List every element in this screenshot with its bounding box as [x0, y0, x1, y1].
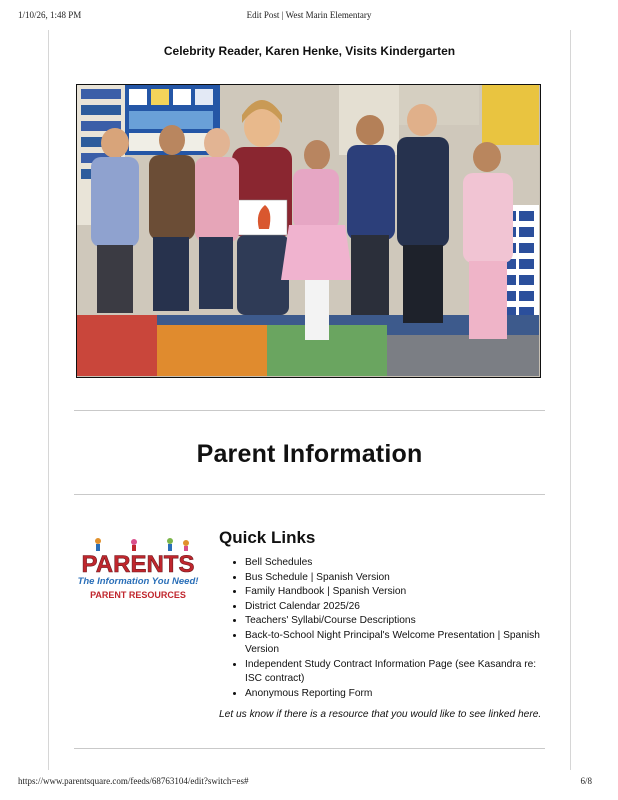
list-item[interactable] [245, 556, 554, 571]
section-divider-middle [74, 494, 545, 495]
quick-links-section [219, 528, 554, 720]
link-anonymous-reporting[interactable]: Anonymous Reporting Form [245, 687, 373, 699]
list-item[interactable] [245, 571, 554, 586]
parents-logo-graphic [74, 534, 202, 604]
classroom-photo-illustration [77, 85, 539, 376]
list-item[interactable] [245, 687, 554, 702]
section-divider-bottom [74, 748, 545, 749]
link-teacher-syllabi[interactable]: Teachers' Syllabi/Course Descriptions [245, 615, 416, 626]
list-item[interactable] [245, 600, 554, 615]
list-item[interactable] [245, 614, 554, 629]
print-header [0, 10, 618, 24]
list-item[interactable] [245, 585, 554, 600]
list-item[interactable] [245, 658, 554, 687]
print-footer [0, 776, 618, 790]
print-page-number: 6/8 [580, 776, 592, 786]
print-page-title: Edit Post | West Marin Elementary [246, 10, 372, 20]
post-photo[interactable] [76, 84, 541, 378]
list-item[interactable] [245, 629, 554, 658]
post-title: Celebrity Reader, Karen Henke, Visits Kindergarten [163, 44, 456, 58]
parent-resources-logo [74, 534, 202, 604]
parent-information-heading: Parent Information [196, 440, 423, 468]
section-divider-top [74, 410, 545, 411]
logo-subtitle: PARENT RESOURCES [90, 590, 186, 600]
link-district-calendar[interactable]: District Calendar 2025/26 [245, 600, 360, 612]
content-border-right [570, 30, 571, 770]
link-family-handbook[interactable]: Family Handbook | Spanish Version [245, 586, 407, 597]
link-independent-study[interactable]: Independent Study Contract Information Page (see Kasandra re: ISC contract) [245, 658, 537, 684]
print-url: https://www.parentsquare.com/feeds/68763104/edit?switch=es# [18, 776, 249, 786]
logo-tagline: The Information You Need! [77, 576, 199, 587]
quick-links-list [219, 556, 554, 701]
print-timestamp: 1/10/26, 1:48 PM [18, 10, 82, 20]
link-back-to-school-night[interactable]: Back-to-School Night Principal's Welcome Presentation | Spanish Version [245, 629, 540, 655]
link-bus-schedule[interactable]: Bus Schedule | Spanish Version [245, 571, 390, 583]
content-border-left [48, 30, 49, 770]
quick-links-heading: Quick Links [219, 528, 316, 547]
link-bell-schedules[interactable]: Bell Schedules [245, 557, 313, 568]
logo-word: PARENTS [81, 551, 195, 578]
resource-request-note: Let us know if there is a resource that you would like to see linked here. [219, 709, 542, 720]
